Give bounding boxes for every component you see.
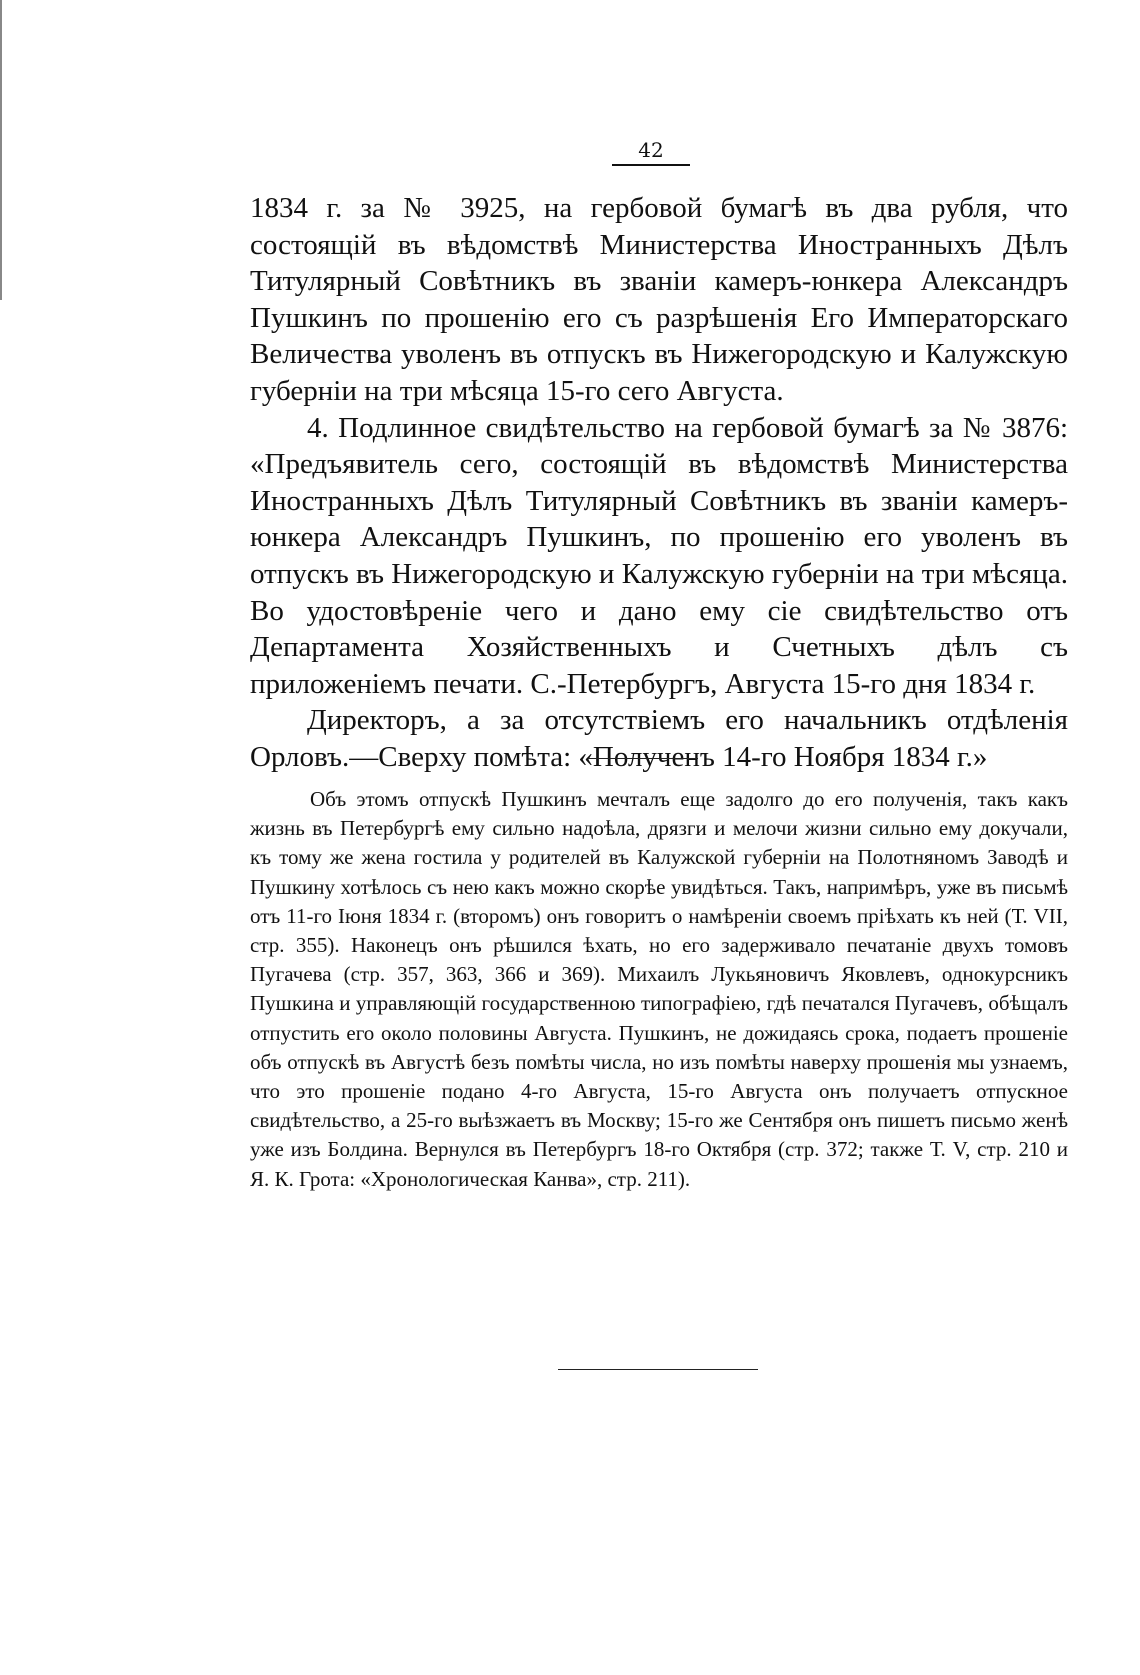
section-separator — [588, 758, 698, 759]
footnote — [250, 785, 1068, 1194]
paragraph-3: Директоръ, а за отсутствіемъ его начальникъ отдѣленія Орловъ.—Сверху помѣта: «Полученъ 14-го Ноября 1834 г.» — [250, 704, 1068, 773]
scan-margin-edge — [0, 0, 2, 300]
footnote-text: Объ этомъ отпускѣ Пушкинъ мечталъ еще задолго до его полученія, такъ какъ жизнь въ Петербургѣ ему сильно надоѣла, дрязги и мелочи жизни сильно ему докучали, къ тому же жена гостила у родителей въ Калужской губерніи на Полотняномъ Заводѣ и Пушкину хотѣлось съ нею какъ можно скорѣе увидѣться. Такъ, напримѣръ, уже въ письмѣ отъ 11-го Іюня 1834 г. (второмъ) онъ говоритъ о намѣреніи своемъ пріѣхать къ ней (Т. VII, стр. 355). Наконецъ онъ рѣшился ѣхать, но его задерживало печатаніе двухъ томовъ Пугачева (стр. 357, 363, 366 и 369). Михаилъ Лукьяновичъ Яковлевъ, однокурсникъ Пушкина и управляющій государственною типографіею, гдѣ печатался Пугачевъ, обѣщалъ отпустить его около половины Августа. Пушкинъ, не дожидаясь срока, подаетъ прошеніе объ отпускѣ въ Августѣ безъ помѣты числа, но изъ помѣты наверху прошенія мы узнаемъ, что это прошеніе подано 4-го Августа, 15-го Августа онъ получаетъ отпускное свидѣтельство, а 25-го выѣзжаетъ въ Москву; 15-го же Сентября онъ пишетъ письмо женѣ уже изъ Болдина. Вернулся въ Петербургъ 18-го Октября (стр. 372; также Т. V, стр. 210 и Я. К. Грота: «Хронологическая Канва», стр. 211). — [250, 787, 1068, 1191]
end-rule — [558, 1369, 758, 1370]
paragraph-1: 1834 г. за № 3925, на гербовой бумагѣ въ два рубля, что состоящій въ вѣдомствѣ Министерства Иностранныхъ Дѣлъ Титулярный Совѣтникъ въ званіи камеръ-юнкера Александръ Пушкинъ по прошенію его съ разрѣшенія Его Императорскаго Величества уволенъ въ отпускъ въ Нижегородскую и Калужскую губерніи на три мѣсяца 15-го сего Августа. — [250, 192, 1068, 407]
main-text — [250, 190, 1068, 776]
page-number: 42 — [612, 138, 690, 166]
paragraph-2: 4. Подлинное свидѣтельство на гербовой бумагѣ за № 3876: «Предъявитель сего, состоящій въ вѣдомствѣ Министерства Иностранныхъ Дѣлъ Титулярный Совѣтникъ въ званіи камеръ-юнкера Александръ Пушкинъ, по прошенію его уволенъ въ отпускъ въ Нижегородскую и Калужскую губерніи на три мѣсяца. Во удостовѣреніе чего и дано ему сіе свидѣтельство отъ Департамента Хозяйственныхъ и Счетныхъ дѣлъ съ приложеніемъ печати. С.-Петербургъ, Августа 15-го дня 1834 г. — [250, 411, 1068, 700]
